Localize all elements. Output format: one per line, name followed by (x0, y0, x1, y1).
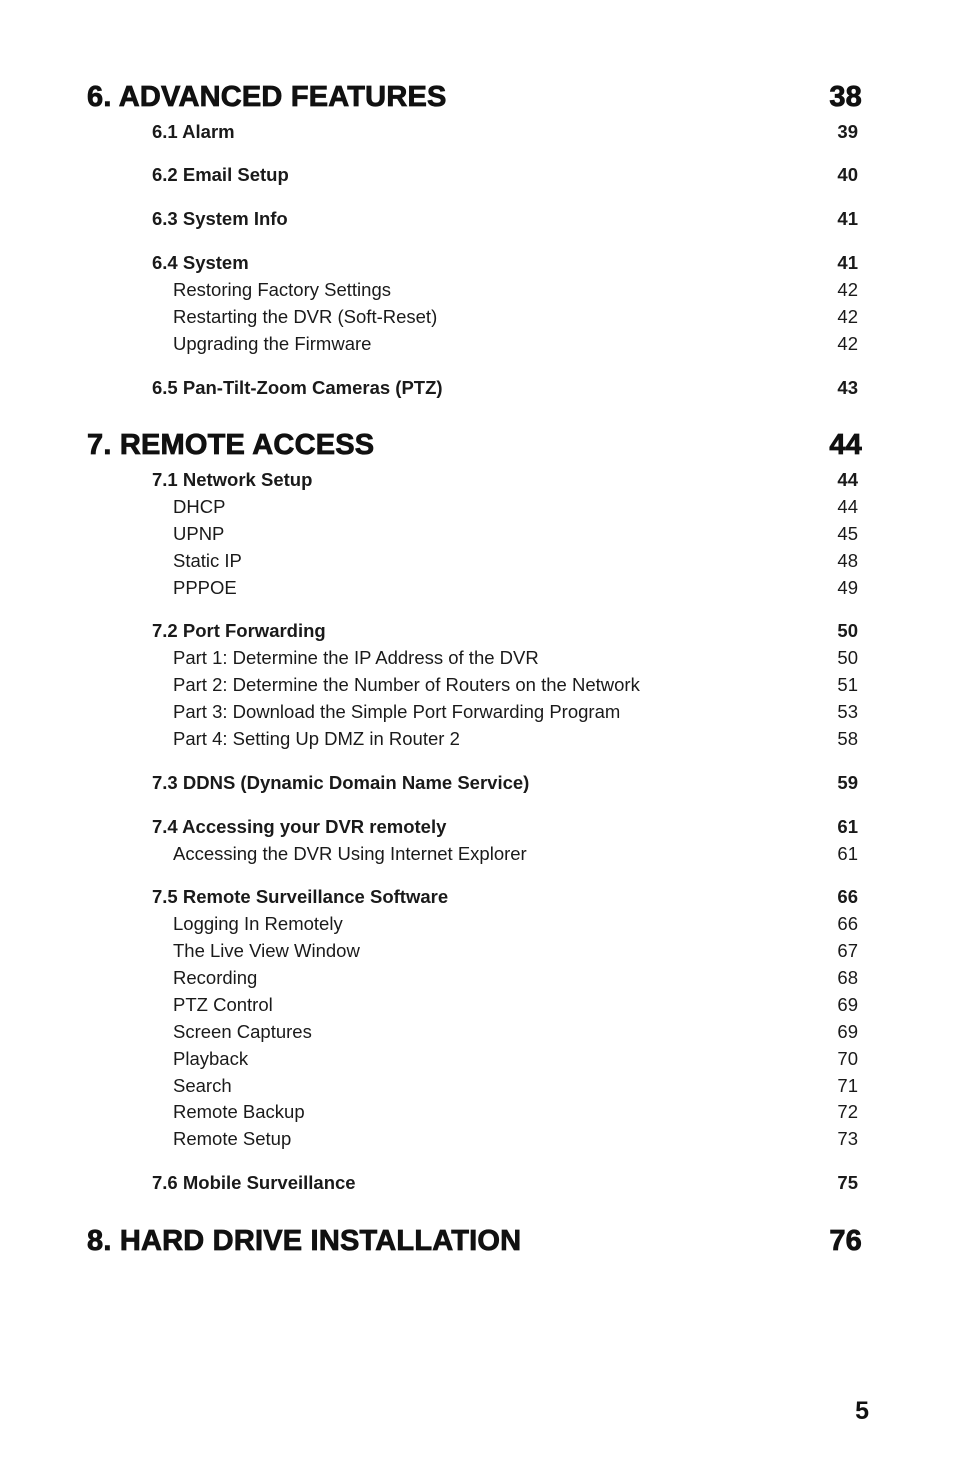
toc-entry (152, 769, 858, 796)
entry-page: 66 (837, 886, 858, 907)
toc-subentry (173, 303, 858, 330)
toc-subentry (173, 698, 858, 725)
toc-entry (152, 118, 858, 145)
entry-page: 72 (837, 1101, 858, 1122)
entry-page: 44 (837, 469, 858, 490)
entry-page: 67 (837, 940, 858, 961)
chapter-heading (87, 425, 862, 465)
entry-title: 7.2 Port Forwarding (152, 620, 326, 641)
entry-page: 50 (837, 647, 858, 668)
entry-title: Search (173, 1075, 232, 1096)
chapter-page: 76 (829, 1225, 862, 1257)
entry-page: 61 (837, 843, 858, 864)
toc-subentry (173, 671, 858, 698)
entry-page: 73 (837, 1128, 858, 1149)
toc-subentry (173, 547, 858, 574)
toc-entry (152, 205, 858, 232)
entry-title: DHCP (173, 496, 226, 517)
entry-title: 6.2 Email Setup (152, 164, 289, 185)
entry-title: Remote Setup (173, 1128, 292, 1149)
entry-title: Remote Backup (173, 1101, 305, 1122)
entry-title: 6.5 Pan-Tilt-Zoom Cameras (PTZ) (152, 377, 443, 398)
toc-subentry (173, 1018, 858, 1045)
toc-subentry (173, 644, 858, 671)
entry-page: 44 (837, 496, 858, 517)
entry-page: 75 (837, 1172, 858, 1193)
toc-subentry (173, 1125, 858, 1152)
entry-page: 51 (837, 674, 858, 695)
toc-subentry (173, 937, 858, 964)
entry-page: 71 (837, 1075, 858, 1096)
entry-page: 58 (837, 728, 858, 749)
entry-page: 39 (837, 121, 858, 142)
entry-page: 59 (837, 772, 858, 793)
entry-page: 69 (837, 994, 858, 1015)
toc-entry (152, 249, 858, 276)
entry-title: 7.3 DDNS (Dynamic Domain Name Service) (152, 772, 530, 793)
entry-title: Static IP (173, 550, 242, 571)
entry-title: Part 2: Determine the Number of Routers on the Network (173, 674, 640, 695)
chapter-page: 38 (829, 81, 862, 113)
toc-subentry (173, 964, 858, 991)
entry-title: 6.3 System Info (152, 208, 288, 229)
entry-title: PPPOE (173, 577, 237, 598)
entry-title: 6.4 System (152, 252, 249, 273)
entry-page: 41 (837, 208, 858, 229)
toc-subentry (173, 1072, 858, 1099)
entry-title: Part 3: Download the Simple Port Forwarding Program (173, 701, 621, 722)
chapter-title: 8. HARD DRIVE INSTALLATION (87, 1225, 522, 1257)
entry-title: Part 1: Determine the IP Address of the DVR (173, 647, 539, 668)
toc-subentry (173, 1045, 858, 1072)
toc-entry (152, 374, 858, 401)
entry-page: 40 (837, 164, 858, 185)
chapter-title: 6. ADVANCED FEATURES (87, 81, 447, 113)
entry-title: Screen Captures (173, 1021, 312, 1042)
entry-page: 61 (837, 816, 858, 837)
entry-page: 42 (837, 333, 858, 354)
entry-title: Part 4: Setting Up DMZ in Router 2 (173, 728, 460, 749)
entry-title: Accessing the DVR Using Internet Explorer (173, 843, 527, 864)
chapter-heading (87, 1221, 862, 1261)
entry-page: 41 (837, 252, 858, 273)
entry-title: 7.5 Remote Surveillance Software (152, 886, 449, 907)
entry-page: 42 (837, 306, 858, 327)
toc-entry (152, 883, 858, 910)
toc-entry (152, 1169, 858, 1196)
entry-page: 69 (837, 1021, 858, 1042)
entry-page: 53 (837, 701, 858, 722)
toc-entry (152, 813, 858, 840)
toc-subentry (173, 520, 858, 547)
chapter-page: 44 (829, 429, 862, 461)
toc-entry (152, 161, 858, 188)
entry-title: Upgrading the Firmware (173, 333, 372, 354)
entry-title: Playback (173, 1048, 249, 1069)
toc-subentry (173, 574, 858, 601)
entry-page: 49 (837, 577, 858, 598)
entry-title: Logging In Remotely (173, 913, 343, 934)
toc-subentry (173, 991, 858, 1018)
toc-entry (152, 617, 858, 644)
entry-page: 66 (837, 913, 858, 934)
toc-subentry (173, 276, 858, 303)
entry-page: 70 (837, 1048, 858, 1069)
entry-page: 43 (837, 377, 858, 398)
toc-entry (152, 466, 858, 493)
entry-title: 7.1 Network Setup (152, 469, 313, 490)
toc-subentry (173, 725, 858, 752)
entry-page: 45 (837, 523, 858, 544)
entry-title: PTZ Control (173, 994, 273, 1015)
chapter-heading (87, 77, 862, 117)
toc-subentry (173, 840, 858, 867)
entry-page: 42 (837, 279, 858, 300)
entry-title: The Live View Window (173, 940, 360, 961)
entry-title: 6.1 Alarm (152, 121, 235, 142)
toc-subentry (173, 910, 858, 937)
entry-title: 7.6 Mobile Surveillance (152, 1172, 356, 1193)
entry-page: 50 (837, 620, 858, 641)
entry-title: 7.4 Accessing your DVR remotely (152, 816, 447, 837)
entry-title: Recording (173, 967, 258, 988)
toc-subentry (173, 330, 858, 357)
chapter-title: 7. REMOTE ACCESS (87, 429, 375, 461)
page-number: 5 (855, 1397, 869, 1425)
entry-title: Restoring Factory Settings (173, 279, 391, 300)
entry-page: 68 (837, 967, 858, 988)
entry-title: Restarting the DVR (Soft-Reset) (173, 306, 438, 327)
toc-subentry (173, 1098, 858, 1125)
entry-title: UPNP (173, 523, 225, 544)
entry-page: 48 (837, 550, 858, 571)
toc-subentry (173, 493, 858, 520)
